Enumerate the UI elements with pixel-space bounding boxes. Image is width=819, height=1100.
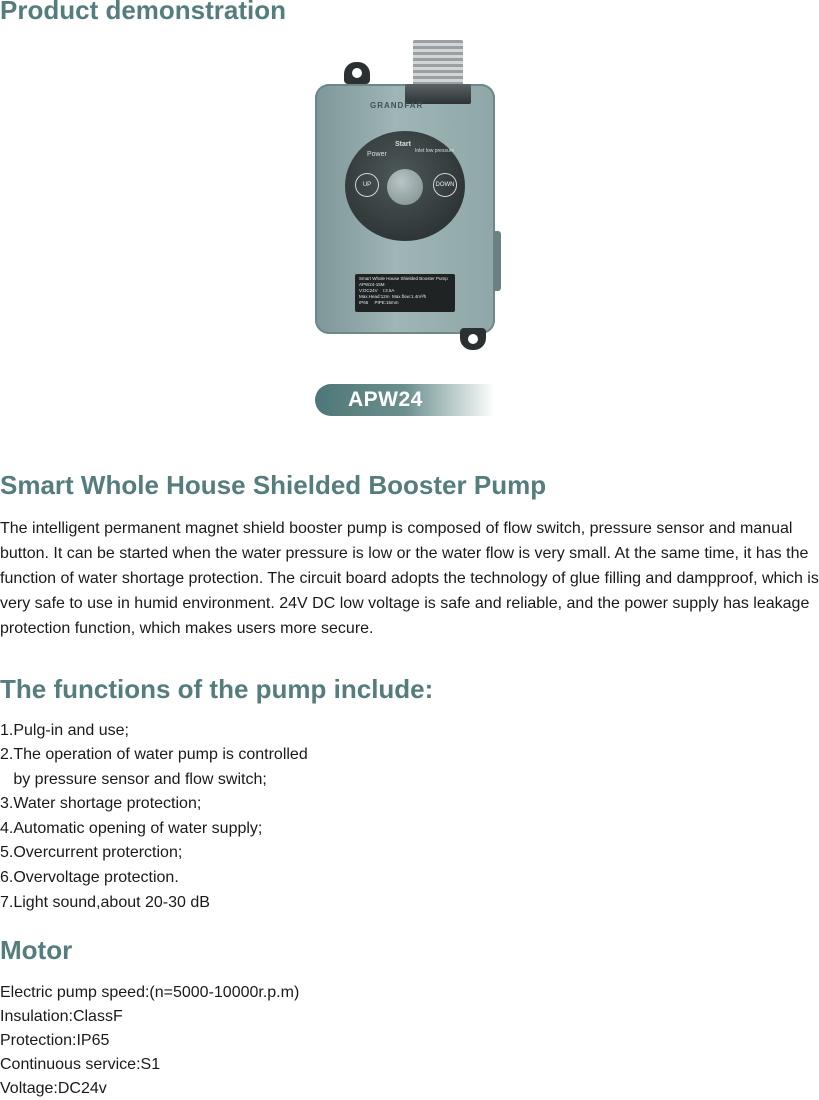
- motor-spec-item: Insulation:ClassF: [0, 1008, 123, 1025]
- up-button-graphic: UP: [355, 173, 379, 197]
- motor-spec-item: Protection:IP65: [0, 1032, 110, 1049]
- pipe-fitting: [413, 40, 463, 90]
- center-dial: [387, 169, 423, 205]
- plate-line: IP65 PIPE:15mm: [359, 300, 399, 305]
- function-item: 5.Overcurrent proterction;: [0, 844, 183, 861]
- function-item: by pressure sensor and flow switch;: [0, 771, 267, 788]
- motor-heading: Motor: [0, 935, 73, 965]
- spec-plate: [355, 274, 455, 312]
- plate-line: Max.Head:12m Max.flow:1.4m³/h: [359, 294, 427, 299]
- brand-logo: GRANDFAR: [370, 101, 424, 110]
- function-item: 6.Overvoltage protection.: [0, 869, 179, 886]
- down-button-graphic: DOWN: [433, 173, 457, 197]
- plate-line: V:DC24V I:3.5A: [359, 288, 395, 293]
- start-label: Start: [395, 141, 411, 148]
- function-item: 3.Water shortage protection;: [0, 795, 202, 812]
- function-item: 7.Light sound,about 20-30 dB: [0, 894, 210, 911]
- model-badge-label: APW24: [348, 388, 423, 411]
- function-item: 4.Automatic opening of water supply;: [0, 820, 263, 837]
- motor-spec-item: Electric pump speed:(n=5000-10000r.p.m): [0, 984, 300, 1001]
- control-panel: [345, 131, 465, 241]
- inlet-pressure-label: Inlet low pressure: [415, 148, 455, 154]
- motor-spec-item: Voltage:DC24v: [0, 1080, 107, 1097]
- pump-product-image: [300, 36, 520, 356]
- product-demonstration-heading: Product demonstration: [0, 0, 287, 25]
- model-badge: [315, 384, 495, 416]
- function-item: 1.Pulg-in and use;: [0, 722, 129, 739]
- mounting-ear-top: [344, 62, 370, 84]
- intro-paragraph: The intelligent permanent magnet shield booster pump is composed of flow switch, pressure sensor and manual button. It can be started when the water pressure is low or the water flow is very small. At the same time, it has the function of water shortage protection. The circuit board adopts the technology of glue filling and dampproof, which is very safe to use in humid environment. 24V DC low voltage is safe and reliable, and the power supply has leakage protection function, which makes users more secure.: [0, 520, 819, 637]
- plate-model: APW24-15M: [359, 282, 385, 287]
- plate-title: Smart Whole House Shielded Booster Pump: [359, 276, 448, 281]
- mounting-ear-bottom: [460, 328, 486, 350]
- functions-heading: The functions of the pump include:: [0, 674, 434, 704]
- power-label: Power: [367, 151, 387, 158]
- side-connector: [493, 231, 501, 291]
- motor-spec-item: Continuous service:S1: [0, 1056, 161, 1073]
- product-title-heading: Smart Whole House Shielded Booster Pump: [0, 470, 547, 500]
- function-item: 2.The operation of water pump is controlled: [0, 746, 308, 763]
